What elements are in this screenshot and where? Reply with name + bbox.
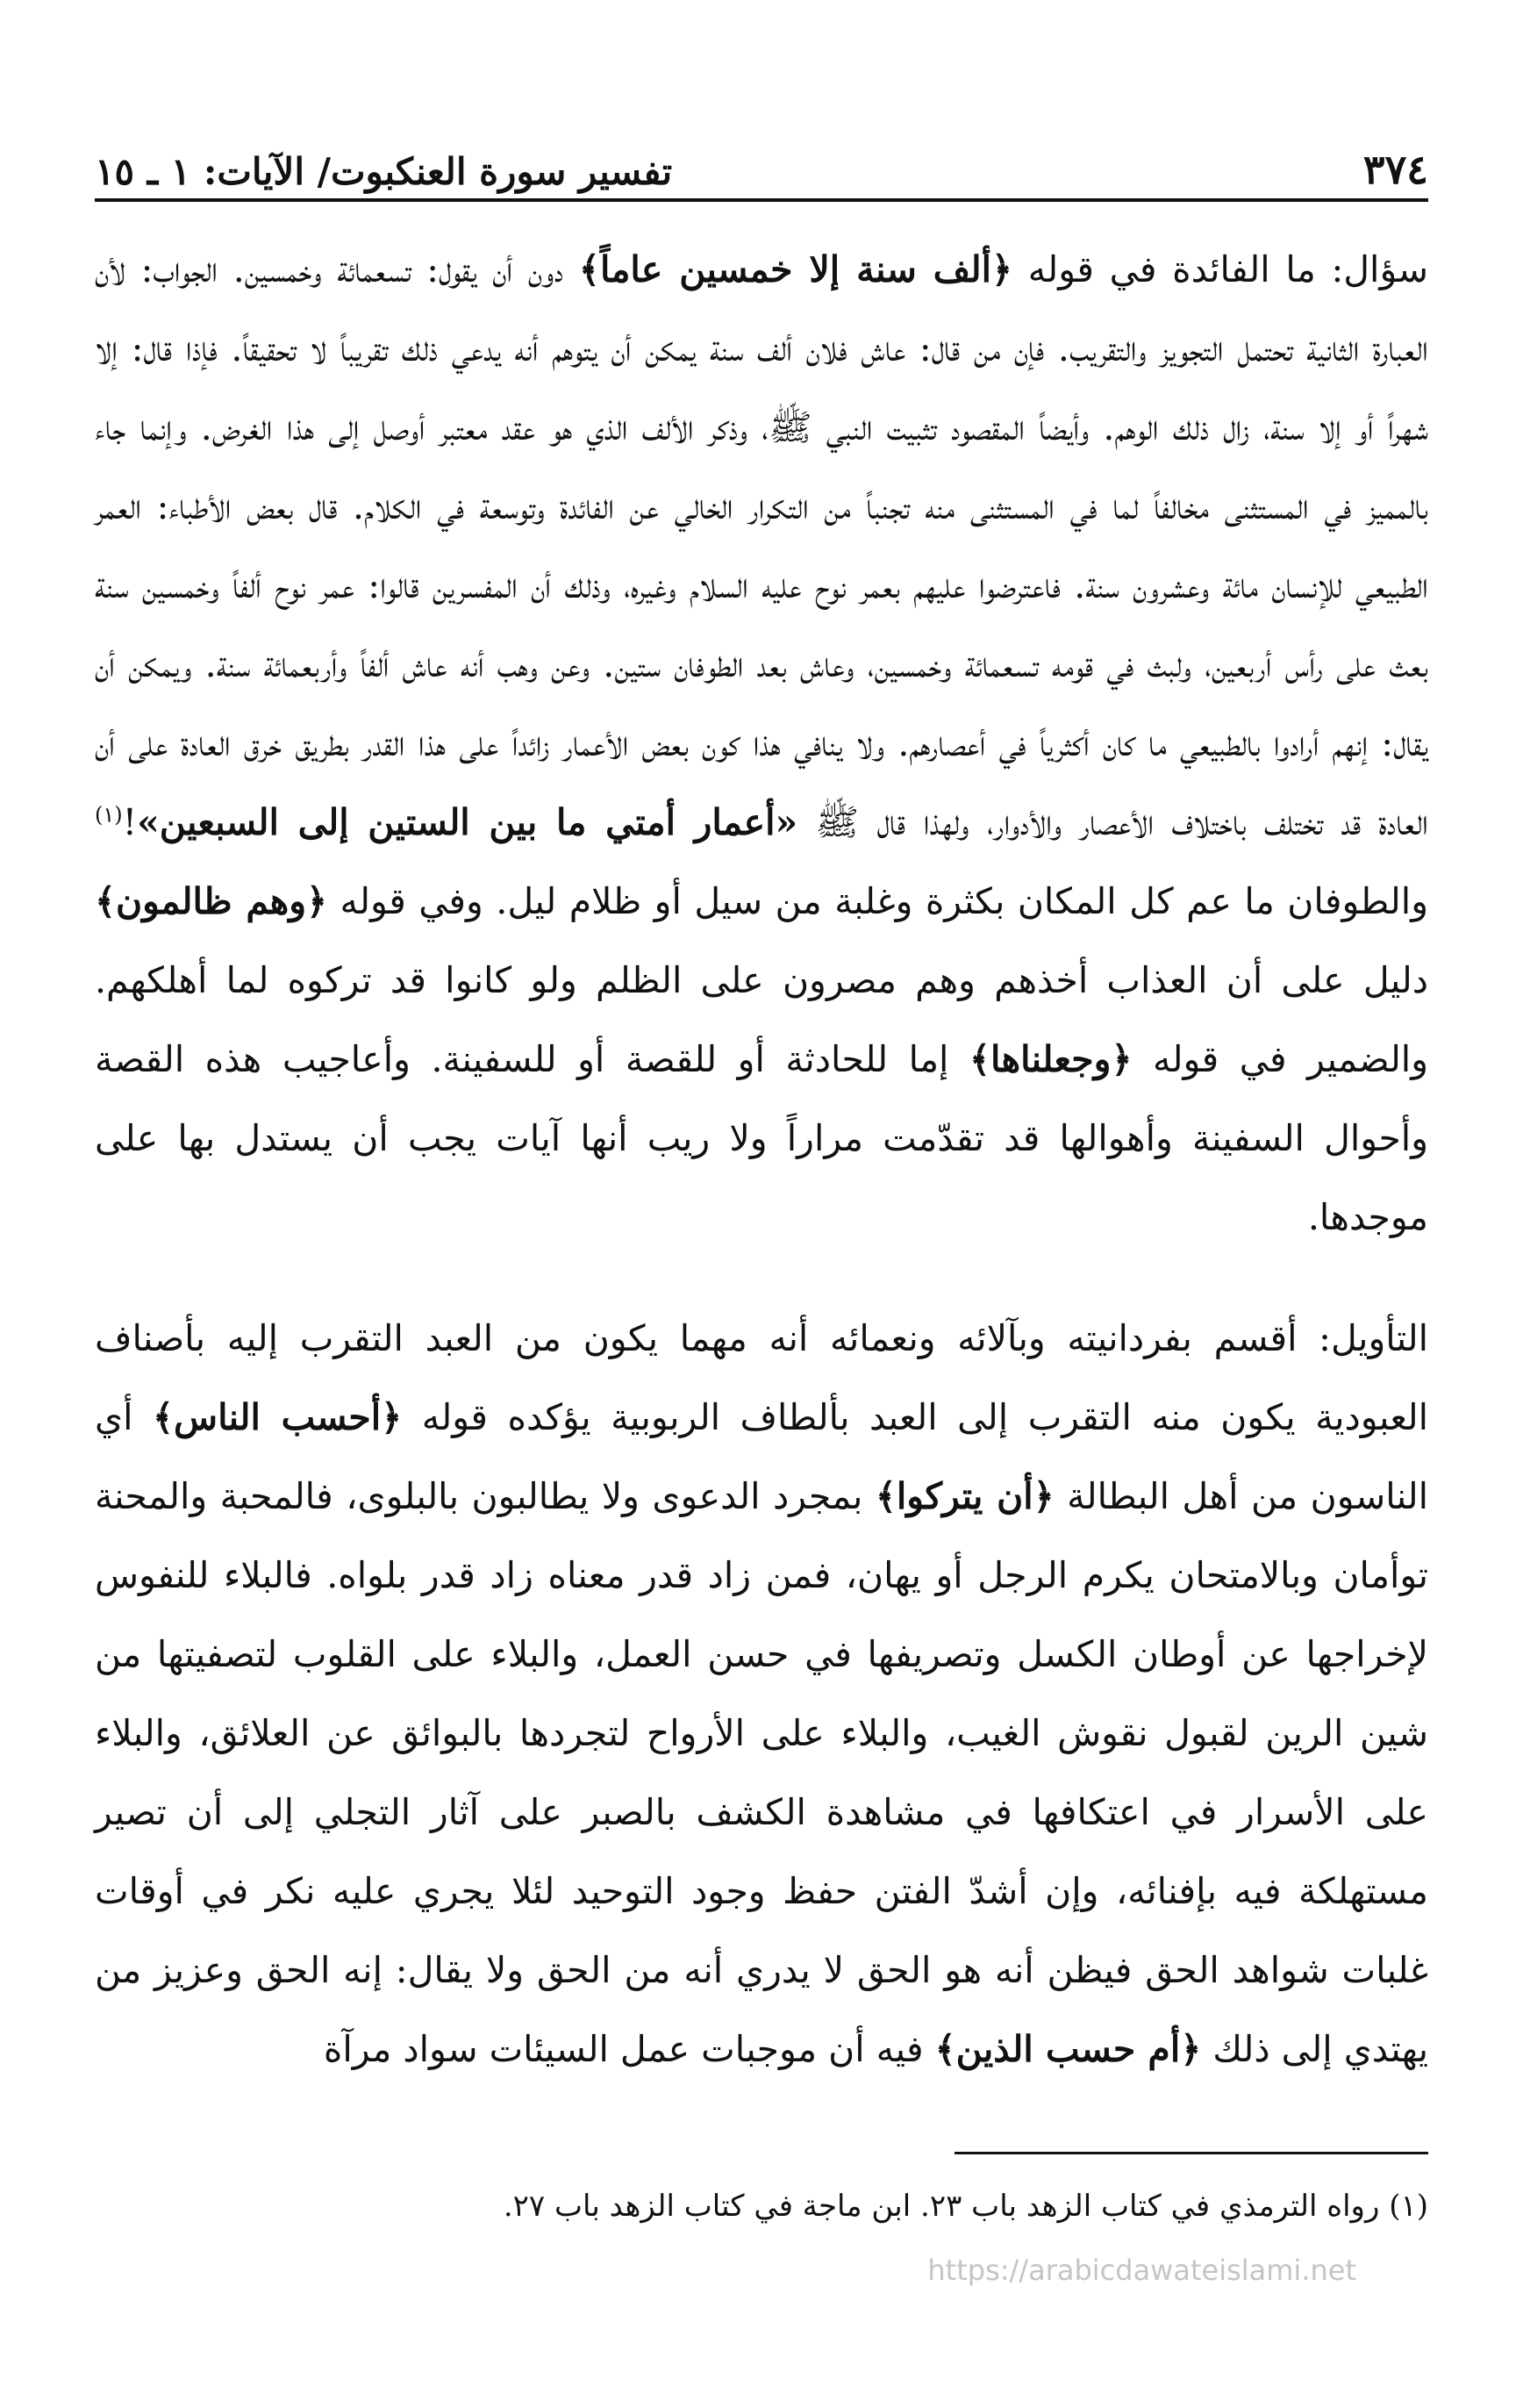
paragraph-question (95, 230, 1428, 1257)
text-run: بمجرد الدعوى ولا يطالبون بالبلوى، فالمحبة والمحنة توأمان وبالامتحان يكرم الرجل أو يهان، فمن زاد قدر معناه زاد قدر بلواه. فالبلاء للنفوس لإخراجها عن أوطان الكسل وتصريفها في حسن العمل، والبلاء على القلوب لتصفيتها من شين الرين لقبول نقوش الغيب، والبلاء على الأرواح لتجردها بالبوائق عن العلائق، والبلاء على الأسرار في اعتكافها في مشاهدة الكشف بالصبر على آثار التجلي إلى أن تصير مستهلكة فيه بإفنائه، وإن أشدّ الفتن حفظ وجود التوحيد لئلا يجري عليه نكر في أوقات غلبات شواهد الحق فيظن أنه هو الحق لا يدري أنه من الحق ولا يقال: إنه الحق وعزيز من يهتدي إلى ذلك (95, 1475, 1428, 2070)
quran-quote: ﴿أحسب الناس﴾ (153, 1396, 403, 1438)
text-run: دون أن يقول: تسعمائة وخمسين. الجواب: لأن العبارة الثانية تحتمل التجويز والتقريب. فإن من قال: عاش فلان ألف سنة يمكن أن يتوهم أنه يدعي ذلك تقريباً لا تحقيقاً. فإذا قال: إلا شهراً أو إلا سنة، زال ذلك الوهم. وأيضاً المقصود تثبيت النبي ﷺ، وذكر الألف الذي هو عقد معتبر أوصل إلى هذا الغرض. وإنما جاء بالمميز في المستثنى مخالفاً لما في المستثنى منه تجنباً من التكرار الخالي عن الفائدة وتوسعة في الكلام. قال بعض الأطباء: العمر الطبيعي للإنسان مائة وعشرون سنة. فاعترضوا عليهم بعمر نوح عليه السلام وغيره، وذلك أن المفسرين قالوا: عمر نوح ألفاً وخمسين سنة بعث على رأس أربعين، ولبث في قومه تسعمائة وخمسين، وعاش بعد الطوفان ستين. وعن وهب أنه عاش ألفاً وأربعمائة سنة. ويمكن أن يقال: إنهم أرادوا بالطبيعي ما كان أكثرياً في أعصارهم. ولا ينافي هذا كون بعض الأعمار زائداً على هذا القدر بطريق خرق العادة على أن العادة قد تختلف باختلاف الأعصار والأدوار، ولهذا قال ﷺ (95, 248, 1428, 843)
text-run: التأويل: أقسم بفردانيته وبآلائه ونعمائه أنه مهما يكون من العبد التقرب إليه بأصناف العبودية يكون منه التقرب إلى العبد بألطاف الربوبية يؤكده قوله (95, 1317, 1429, 1438)
hadith-quote: «أعمار أمتي ما بين الستين إلى السبعين» (137, 801, 798, 843)
text-run: دليل على أن العذاب أخذهم وهم مصرون على الظلم ولو كانوا قد تركوه لما أهلكهم. والضمير في قوله (95, 959, 1428, 1080)
text-run: والطوفان ما عم كل المكان بكثرة وغلبة من سيل أو ظلام ليل. وفي قوله (327, 880, 1428, 922)
quran-quote: ﴿وجعلناها﴾ (969, 1038, 1133, 1080)
paragraph-tawil (95, 1299, 1428, 2089)
text-run: ! (122, 801, 138, 843)
text-run: أي الناسون من أهل البطالة (95, 1396, 1428, 1517)
watermark-url: https://arabicdawateislami.net (927, 2254, 1356, 2287)
text-run: إما للحادثة أو للقصة أو للسفينة. وأعاجيب هذه القصة وأحوال السفينة وأهوالها قد تقدّمت مراراً ولا ريب أنها آيات يجب أن يستدل بها على موجدها. (95, 1038, 1428, 1238)
footnote-reference: (١) (95, 802, 123, 828)
footnote: (١) رواه الترمذي في كتاب الزهد باب ٢٣. ابن ماجة في كتاب الزهد باب ٢٧. (503, 2189, 1428, 2224)
header-rule (95, 198, 1428, 202)
page-number: ٣٧٤ (1362, 146, 1428, 193)
quran-quote: ﴿وهم ظالمون﴾ (95, 880, 328, 922)
footnote-rule (955, 2152, 1428, 2154)
text-run: فيه أن موجبات عمل السيئات سواد مرآة (323, 2028, 935, 2070)
quran-quote: ﴿أم حسب الذين﴾ (934, 2028, 1202, 2070)
quran-quote: ﴿ألف سنة إلا خمسين عاماً﴾ (578, 248, 1013, 290)
text-run: سؤال: ما الفائدة في قوله (1012, 248, 1428, 290)
quran-quote: ﴿أن يتركوا﴾ (875, 1475, 1055, 1517)
page-header (95, 132, 1428, 193)
main-text (95, 230, 1428, 2089)
running-title: تفسير سورة العنكبوت/ الآيات: ١ ـ ١٥ (95, 150, 673, 193)
